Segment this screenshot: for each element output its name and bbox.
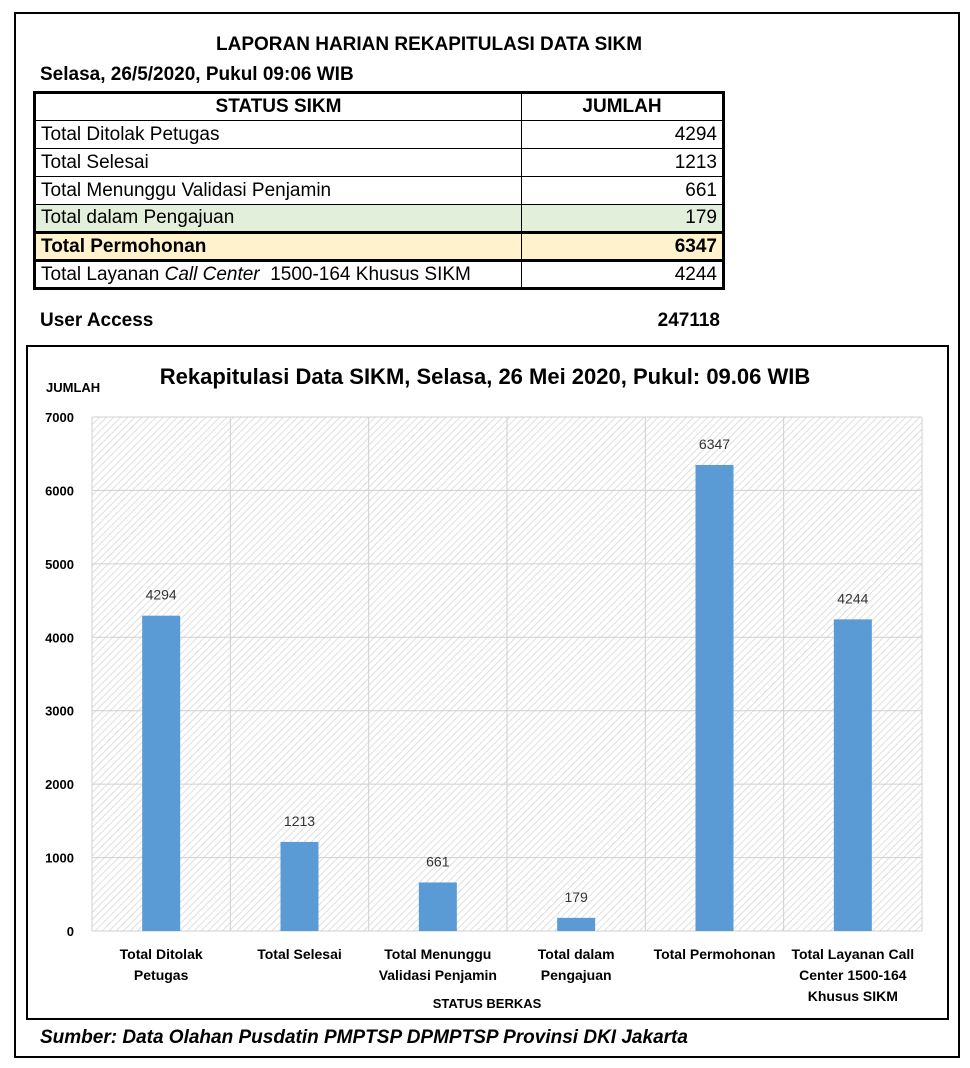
header-jumlah: JUMLAH: [522, 93, 724, 121]
x-tick-label: Center 1500-164: [799, 967, 907, 983]
row-label-italic: Call Center: [164, 263, 260, 285]
data-label: 4294: [145, 586, 177, 603]
data-label: 1213: [283, 812, 316, 829]
row-label: Total Permohonan: [35, 233, 522, 261]
x-tick-label: Total Permohonan: [653, 946, 776, 962]
x-tick-label: Total dalam: [537, 946, 615, 962]
y-tick-label: 0: [66, 924, 74, 939]
row-value: 4244: [522, 261, 724, 289]
y-tick-label: 6000: [45, 483, 74, 499]
y-tick-label: 7000: [45, 410, 74, 425]
data-label: 661: [426, 853, 450, 870]
x-tick-label: Validasi Penjamin: [378, 967, 497, 983]
y-tick-label: 4000: [45, 630, 74, 646]
row-label: Total Ditolak Petugas: [35, 121, 522, 149]
user-access-label: User Access: [40, 310, 154, 331]
bar: [834, 619, 872, 931]
source-note: Sumber: Data Olahan Pusdatin PMPTSP DPMPTSP Provinsi DKI Jakarta: [40, 1027, 688, 1048]
y-axis-label: JUMLAH: [46, 380, 101, 395]
x-axis-label: STATUS BERKAS: [432, 996, 542, 1011]
report-title: LAPORAN HARIAN REKAPITULASI DATA SIKM: [216, 34, 643, 55]
x-tick-label: Total Selesai: [257, 946, 342, 962]
x-tick-label: Khusus SIKM: [807, 988, 898, 1004]
y-tick-label: 1000: [45, 850, 74, 866]
row-label: Total Menunggu Validasi Penjamin: [35, 177, 522, 205]
row-label: Total dalam Pengajuan: [35, 205, 522, 233]
row-value: 4294: [522, 121, 724, 149]
bar: [696, 465, 734, 931]
row-label-suffix: 1500-164 Khusus SIKM: [259, 263, 471, 285]
bar: [142, 616, 180, 931]
data-label: 179: [564, 888, 588, 905]
y-tick-label: 5000: [45, 556, 74, 572]
bar: [557, 918, 595, 931]
x-tick-label: Total Menunggu: [384, 946, 492, 962]
row-value: 661: [522, 177, 724, 205]
row-value: 1213: [522, 149, 724, 177]
row-label: Total Selesai: [35, 149, 522, 177]
bar: [419, 882, 457, 931]
user-access-value: 247118: [657, 310, 720, 331]
row-label-prefix: Total Layanan: [41, 263, 165, 285]
data-label: 6347: [698, 435, 731, 452]
x-tick-label: Pengajuan: [540, 967, 612, 983]
report-date: Selasa, 26/5/2020, Pukul 09:06 WIB: [40, 64, 354, 85]
x-tick-label: Total Layanan Call: [791, 946, 915, 962]
bar: [281, 842, 319, 931]
row-value: 6347: [522, 233, 724, 261]
data-label: 4244: [837, 590, 869, 607]
row-value: 179: [522, 205, 724, 233]
y-tick-label: 2000: [45, 777, 74, 793]
x-tick-label: Petugas: [133, 967, 189, 983]
header-status: STATUS SIKM: [35, 93, 522, 121]
chart-title: Rekapitulasi Data SIKM, Selasa, 26 Mei 2020, Pukul: 09.06 WIB: [159, 364, 811, 389]
y-tick-label: 3000: [45, 703, 74, 719]
x-tick-label: Total Ditolak: [119, 946, 203, 962]
